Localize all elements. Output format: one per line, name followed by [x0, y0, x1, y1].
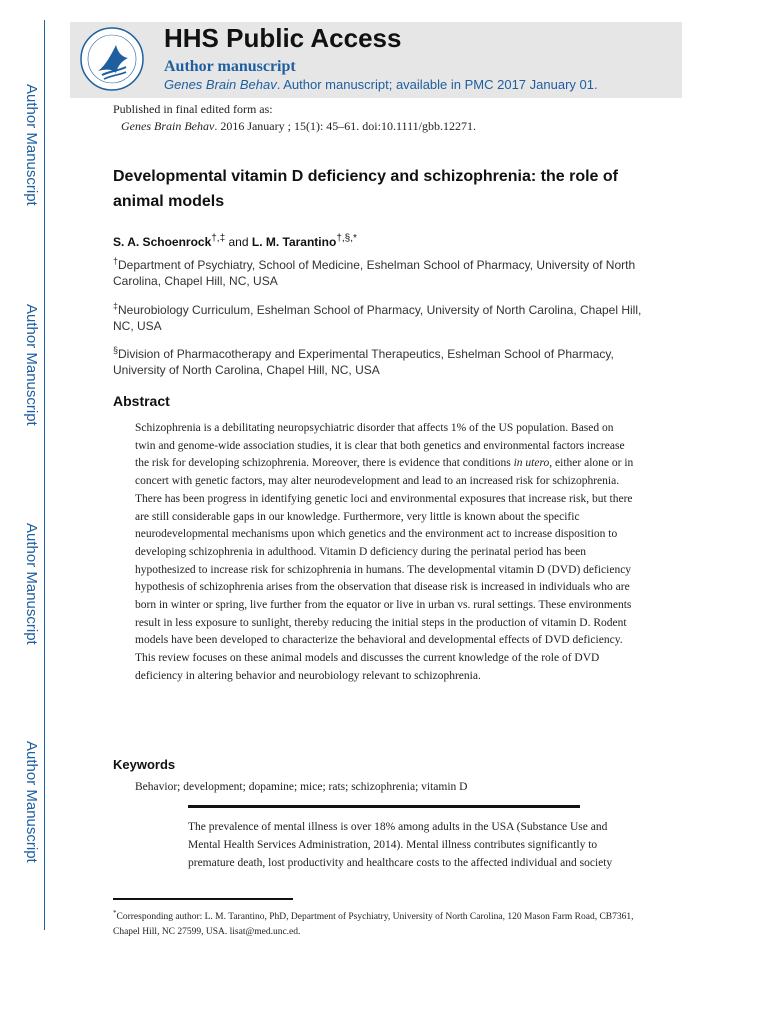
abstract-body [135, 420, 635, 686]
author-conjunction: and [225, 235, 252, 249]
sidebar-label-author-manuscript: Author Manuscript [23, 304, 40, 426]
affiliation [113, 342, 653, 378]
author-manuscript-label: Author manuscript [164, 58, 296, 75]
sidebar-label-author-manuscript: Author Manuscript [23, 84, 40, 206]
journal-name: Genes Brain Behav [164, 77, 277, 92]
availability-line [164, 77, 598, 92]
footnote-mark: * [113, 909, 117, 917]
abstract-italic-term: in utero [513, 457, 550, 470]
affiliation-text: Neurobiology Curriculum, Eshelman School of Pharmacy, University of North Carolina, Chapel Hill, NC, USA [113, 303, 642, 333]
availability-text: . Author manuscript; available in PMC 2017 January 01. [276, 77, 598, 92]
affiliation-mark: † [113, 256, 119, 266]
keywords-text: Behavior; development; dopamine; mice; rats; schizophrenia; vitamin D [135, 781, 468, 793]
abstract-text: , either alone or in concert with genetic factors, may alter neurodevelopment and lead to an increased risk for schizophrenia. There has been progress in identifying genetic loci and environmental exposures that increase risk, but there are still considerable gaps in our knowledge. Furthermore, very little is known about the specific neurodevelopmental mechanisms upon which genetics and the environment act to increase disposition to developing schizophrenia in adulthood. Vitamin D deficiency during the perinatal period has been hypothesized to increase risk for schizophrenia in humans. The developmental vitamin D (DVD) deficiency hypothesis of schizophrenia arises from the observation that disease risk is increased in individuals who are born in winter or spring, live further from the equator or live in urban vs. rural settings. These environments result in less exposure to sunlight, thereby reducing the initial steps in the production of vitamin D. Rodent models have been developed to characterize the behavioral and developmental effects of DVD deficiency. This review focuses on these animal models and discusses the current knowledge of the role of DVD deficiency in altering behavior and neurobiology relevant to schizophrenia. [135, 457, 634, 682]
author-line [113, 233, 357, 249]
sidebar-label-author-manuscript: Author Manuscript [23, 523, 40, 645]
author-name: L. M. Tarantino [251, 235, 337, 249]
hhs-seal-logo [78, 25, 146, 93]
author-name: S. A. Schoenrock [113, 235, 212, 249]
footnote-text: Corresponding author: L. M. Tarantino, PhD, Department of Psychiatry, University of North Carolina, 120 Mason Farm Road, CB7361, Chapel Hill, NC 27599, USA. lisat@med.unc.ed. [113, 912, 634, 938]
citation [121, 119, 476, 134]
keywords-heading: Keywords [113, 757, 176, 772]
author-affiliation-marks: †,‡ [211, 233, 226, 244]
sidebar-label-author-manuscript: Author Manuscript [23, 741, 40, 863]
abstract-heading: Abstract [113, 393, 170, 409]
affiliation [113, 298, 653, 334]
paper-title: Developmental vitamin D deficiency and schizophrenia: the role of animal models [113, 168, 618, 210]
affiliation-mark: ‡ [113, 301, 119, 311]
affiliation [113, 253, 653, 289]
citation-journal: Genes Brain Behav [121, 119, 215, 133]
abstract-text: Schizophrenia is a debilitating neuropsychiatric disorder that affects 1% of the US population. Based on twin and genome-wide association studies, it is clear that both genetics and environmental factors increase the risk for developing schizophrenia. Moreover, there is evidence that conditions [135, 422, 625, 470]
intro-paragraph: The prevalence of mental illness is over 18% among adults in the USA (Substance Use and Mental Health Services Administration, 2014). Mental illness contributes significantly to premature death, lost productivity and healthcare costs to the affected individual and society [188, 821, 613, 869]
section-divider [188, 805, 580, 808]
author-affiliation-marks: †,§,* [336, 233, 357, 244]
sidebar-divider [44, 20, 45, 930]
page-title: HHS Public Access [164, 23, 402, 53]
footnote-divider [113, 898, 293, 900]
citation-details: . 2016 January ; 15(1): 45–61. doi:10.1111/gbb.12271. [214, 119, 476, 133]
affiliation-text: Department of Psychiatry, School of Medicine, Eshelman School of Pharmacy, University of North Carolina, Chapel Hill, NC, USA [113, 258, 636, 288]
affiliation-text: Division of Pharmacotherapy and Experimental Therapeutics, Eshelman School of Pharmacy, University of North Carolina, Chapel Hill, NC, USA [113, 347, 614, 377]
affiliation-mark: § [113, 345, 119, 355]
published-label: Published in final edited form as: [113, 102, 273, 116]
corresponding-author-footnote [113, 906, 653, 940]
